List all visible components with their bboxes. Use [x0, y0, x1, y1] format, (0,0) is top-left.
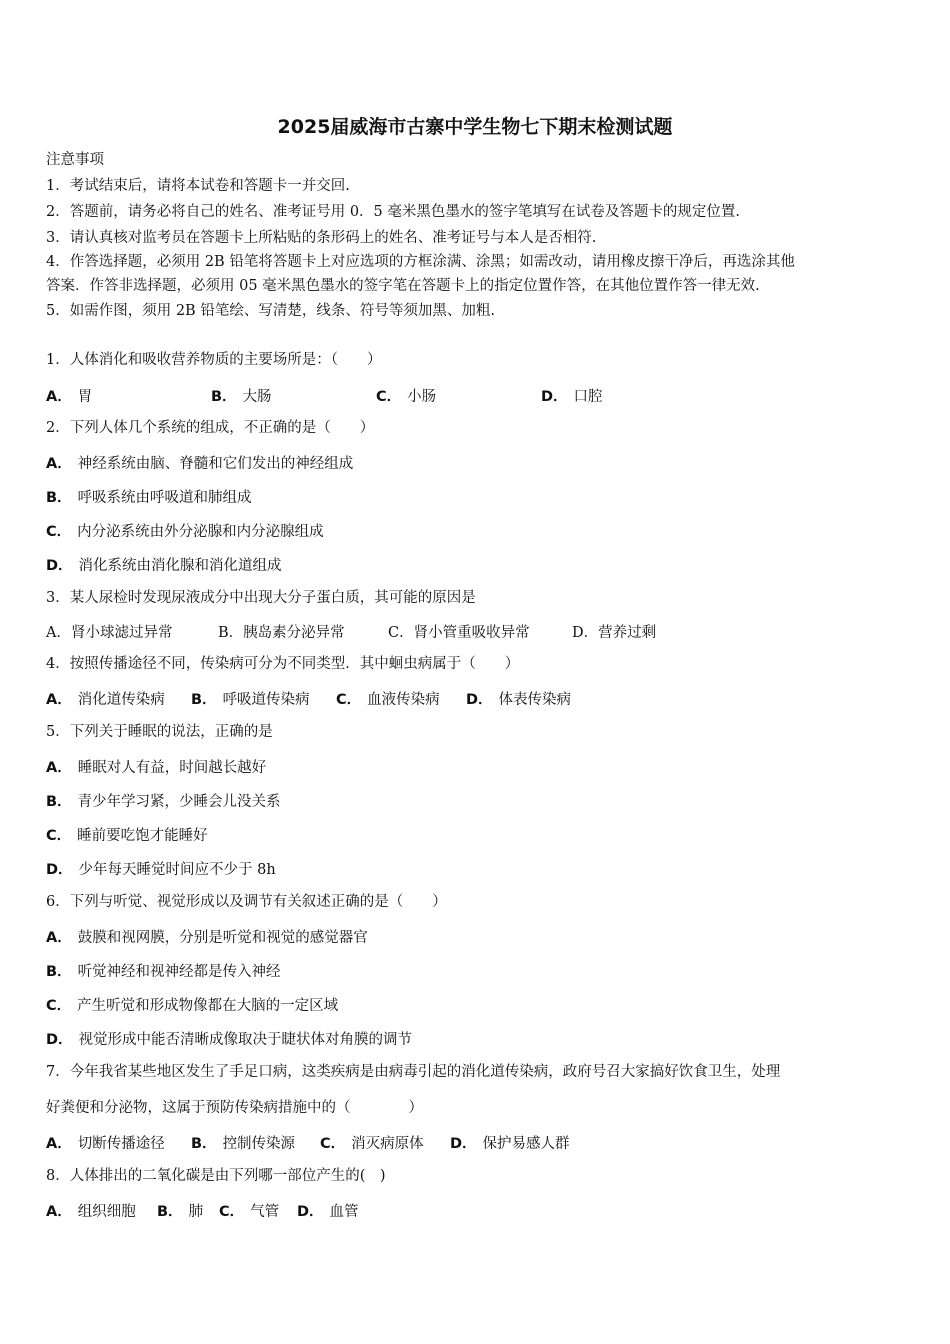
option-c: C． 小肠 — [376, 389, 437, 405]
note-item: 5．如需作图，须用 2B 铅笔绘、写清楚，线条、符号等须加黑、加粗. — [46, 303, 495, 319]
options-row — [46, 385, 603, 406]
option-d: D． 保护易感人群 — [450, 1136, 570, 1152]
option-a: A． 胃 — [46, 389, 93, 405]
option-b: B． 大肠 — [211, 389, 272, 405]
option-c: C． 血液传染病 — [336, 692, 440, 708]
notes-heading: 注意事项 — [46, 152, 104, 168]
option-b: B． 控制传染源 — [191, 1136, 296, 1152]
question-stem: 5．下列关于睡眠的说法，正确的是 — [46, 724, 273, 740]
question-stem: 1．人体消化和吸收营养物质的主要场所是：（ ） — [46, 352, 382, 368]
option-b: B． 听觉神经和视神经都是传入神经 — [46, 964, 281, 980]
option-c: C． 内分泌系统由外分泌腺和内分泌腺组成 — [46, 524, 324, 540]
note-item: 4．作答选择题，必须用 2B 铅笔将答题卡上对应选项的方框涂满、涂黑；如需改动，请用橡皮擦干净后，再选涂其他 — [46, 254, 795, 270]
option-d: D． 血管 — [297, 1204, 359, 1220]
option-d: D． 消化系统由消化腺和消化道组成 — [46, 558, 282, 574]
option-a: A． 组织细胞 — [46, 1204, 136, 1220]
options-row — [46, 1200, 359, 1221]
note-item: 2．答题前，请务必将自己的姓名、准考证号用 0．5 毫米黑色墨水的签字笔填写在试卷及答题卡的规定位置. — [46, 204, 740, 220]
option-d: D． 少年每天睡觉时间应不少于 8h — [46, 862, 276, 878]
option-b: B．胰岛素分泌异常 — [218, 625, 345, 641]
option-b: B． 呼吸道传染病 — [191, 692, 310, 708]
option-c: C． 产生听觉和形成物像都在大脑的一定区域 — [46, 998, 339, 1014]
note-item: 1．考试结束后，请将本试卷和答题卡一并交回. — [46, 178, 350, 194]
option-b: B． 青少年学习紧，少睡会儿没关系 — [46, 794, 281, 810]
question-stem: 3．某人尿检时发现尿液成分中出现大分子蛋白质，其可能的原因是 — [46, 590, 476, 606]
note-item: 答案．作答非选择题，必须用 05 毫米黑色墨水的签字笔在答题卡上的指定位置作答，在其他位置作答一律无效. — [46, 278, 760, 294]
option-d: D．营养过剩 — [572, 625, 657, 641]
option-b: B． 肺 — [157, 1204, 204, 1220]
option-c: C．肾小管重吸收异常 — [388, 625, 530, 641]
question-stem: 6．下列与听觉、视觉形成以及调节有关叙述正确的是（ ） — [46, 894, 447, 910]
page-title: 2025届威海市古寨中学生物七下期末检测试题 — [277, 116, 673, 138]
question-stem: 8．人体排出的二氧化碳是由下列哪一部位产生的( ) — [46, 1168, 386, 1184]
question-stem: 7．今年我省某些地区发生了手足口病，这类疾病是由病毒引起的消化道传染病，政府号召大家搞好饮食卫生，处理 — [46, 1064, 781, 1080]
option-a: A． 切断传播途径 — [46, 1136, 165, 1152]
option-a: A．肾小球滤过异常 — [46, 625, 173, 641]
question-stem: 4．按照传播途径不同，传染病可分为不同类型．其中蛔虫病属于（ ） — [46, 656, 520, 672]
options-row — [46, 621, 656, 642]
option-a: A． 神经系统由脑、脊髓和它们发出的神经组成 — [46, 456, 354, 472]
option-b: B． 呼吸系统由呼吸道和肺组成 — [46, 490, 252, 506]
option-a: A． 睡眠对人有益，时间越长越好 — [46, 760, 267, 776]
note-item: 3．请认真核对监考员在答题卡上所粘贴的条形码上的姓名、准考证号与本人是否相符. — [46, 230, 597, 246]
option-c: C． 消灭病原体 — [320, 1136, 424, 1152]
options-row — [46, 1132, 570, 1153]
option-d: D． 视觉形成中能否清晰成像取决于睫状体对角膜的调节 — [46, 1032, 413, 1048]
option-a: A． 消化道传染病 — [46, 692, 165, 708]
question-stem-cont: 好粪便和分泌物，这属于预防传染病措施中的（ ） — [46, 1100, 423, 1116]
option-d: D． 口腔 — [541, 389, 603, 405]
option-d: D． 体表传染病 — [466, 692, 572, 708]
question-stem: 2．下列人体几个系统的组成，不正确的是（ ） — [46, 420, 375, 436]
options-row — [46, 688, 571, 709]
option-a: A． 鼓膜和视网膜，分别是听觉和视觉的感觉器官 — [46, 930, 368, 946]
option-c: C． 气管 — [219, 1204, 280, 1220]
option-c: C． 睡前要吃饱才能睡好 — [46, 828, 208, 844]
